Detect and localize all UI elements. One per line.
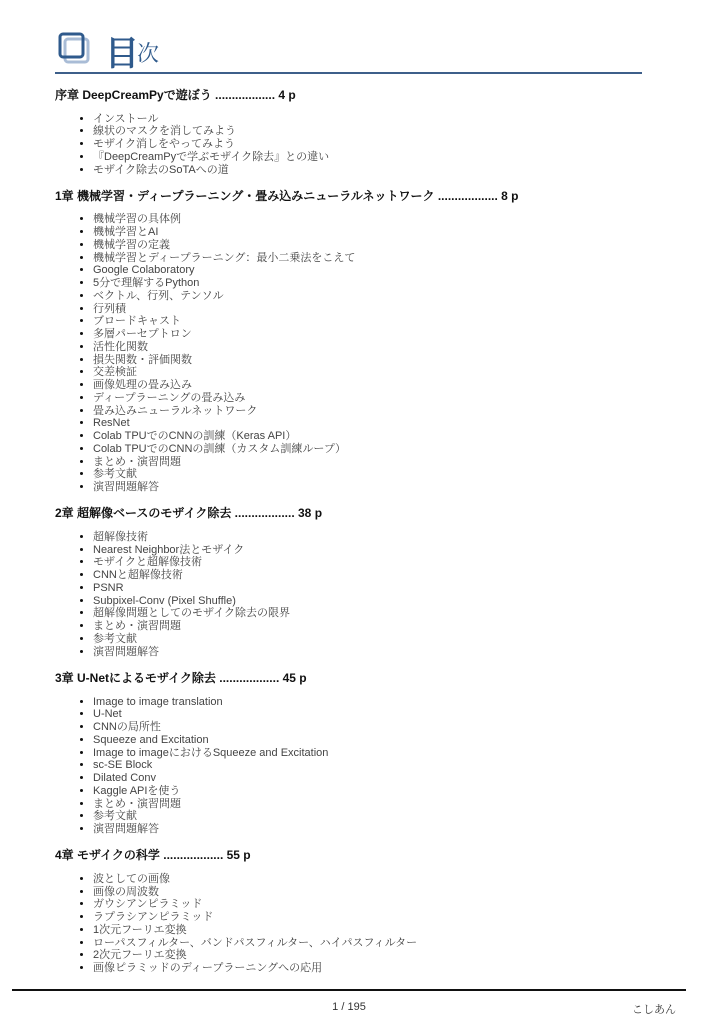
list-item: • 『DeepCreamPyで学ぶモザイク除去』との違い <box>93 151 655 164</box>
list-item: • 超解像問題としてのモザイク除去の限界 <box>93 607 655 620</box>
toc-section <box>55 189 655 494</box>
list-item: • 行列積 <box>93 303 655 316</box>
list-item: • 演習問題解答 <box>93 823 655 836</box>
chapter-heading[interactable]: 3章 U-Netによるモザイク除去 .................. 45 p <box>55 671 307 686</box>
list-item: • U-Net <box>93 708 655 721</box>
list-item: • Image to imageにおけるSqueeze and Excitation <box>93 747 655 760</box>
list-item: • 画像の周波数 <box>93 886 655 899</box>
table-of-contents <box>55 88 655 987</box>
list-item: • まとめ・演習問題 <box>93 456 655 469</box>
list-item: • ガウシアンピラミッド <box>93 898 655 911</box>
list-item: • Squeeze and Excitation <box>93 734 655 747</box>
chapter-topic-list <box>55 696 655 836</box>
list-item: • 1次元フーリエ変換 <box>93 924 655 937</box>
list-item: • 損失関数・評価関数 <box>93 354 655 367</box>
author-name: こしあん <box>632 1004 676 1016</box>
toc-section <box>55 671 655 836</box>
list-item: • 多層パーセプトロン <box>93 328 655 341</box>
list-item: • 機械学習とAI <box>93 226 655 239</box>
toc-logo-icon <box>58 32 90 64</box>
list-item: • 演習問題解答 <box>93 481 655 494</box>
list-item: • 活性化関数 <box>93 341 655 354</box>
list-item: • 畳み込みニューラルネットワーク <box>93 405 655 418</box>
list-item: • 2次元フーリエ変換 <box>93 949 655 962</box>
footer-divider <box>12 989 686 991</box>
chapter-topic-list <box>55 873 655 975</box>
list-item: • 参考文献 <box>93 810 655 823</box>
list-item: • Colab TPUでのCNNの訓練（Keras API） <box>93 430 655 443</box>
list-item: • ResNet <box>93 417 655 430</box>
list-item: • Google Colaboratory <box>93 264 655 277</box>
list-item: • 波としての画像 <box>93 873 655 886</box>
list-item: • インストール <box>93 113 655 126</box>
list-item: • まとめ・演習問題 <box>93 798 655 811</box>
chapter-topic-list <box>55 531 655 659</box>
chapter-topic-list <box>55 213 655 494</box>
list-item: • 機械学習の定義 <box>93 239 655 252</box>
list-item: • 交差検証 <box>93 366 655 379</box>
chapter-heading[interactable]: 序章 DeepCreamPyで遊ぼう .................. 4 p <box>55 88 296 102</box>
chapter-heading[interactable]: 1章 機械学習・ディープラーニング・畳み込みニューラルネットワーク .................. 8 p <box>55 188 519 203</box>
toc-section <box>55 506 655 658</box>
list-item: • Nearest Neighbor法とモザイク <box>93 544 655 557</box>
list-item: • ローパスフィルター、バンドパスフィルター、ハイパスフィルター <box>93 937 655 950</box>
list-item: • Image to image translation <box>93 696 655 709</box>
list-item: • 演習問題解答 <box>93 646 655 659</box>
list-item: • sc-SE Block <box>93 759 655 772</box>
list-item: • 超解像技術 <box>93 531 655 544</box>
toc-header <box>55 28 642 74</box>
list-item: • 5分で理解するPython <box>93 277 655 290</box>
list-item: • CNNの局所性 <box>93 721 655 734</box>
list-item: • モザイクと超解像技術 <box>93 556 655 569</box>
list-item: • 画像処理の畳み込み <box>93 379 655 392</box>
list-item: • 機械学習とディープラーニング：最小二乗法をこえて <box>93 252 655 265</box>
list-item: • 線状のマスクを消してみよう <box>93 125 655 138</box>
list-item: • 画像ピラミッドのディープラーニングへの応用 <box>93 962 655 975</box>
page-title-sub: 次 <box>137 41 160 66</box>
toc-section <box>55 88 655 176</box>
chapter-topic-list <box>55 113 655 177</box>
list-item: • 参考文献 <box>93 633 655 646</box>
list-item: • モザイク除去のSoTAへの道 <box>93 164 655 177</box>
chapter-heading[interactable]: 2章 超解像ベースのモザイク除去 .................. 38 p <box>55 506 323 521</box>
page-title-main: 目 <box>105 35 139 73</box>
list-item: • ブロードキャスト <box>93 315 655 328</box>
list-item: • モザイク消しをやってみよう <box>93 138 655 151</box>
list-item: • PSNR <box>93 582 655 595</box>
page-number: 1 / 195 <box>332 1001 366 1013</box>
list-item: • ディープラーニングの畳み込み <box>93 392 655 405</box>
list-item: • Kaggle APIを使う <box>93 785 655 798</box>
chapter-heading[interactable]: 4章 モザイクの科学 .................. 55 p <box>55 848 251 863</box>
list-item: • Colab TPUでのCNNの訓練（カスタム訓練ループ） <box>93 443 655 456</box>
list-item: • ベクトル、行列、テンソル <box>93 290 655 303</box>
list-item: • CNNと超解像技術 <box>93 569 655 582</box>
list-item: • 機械学習の具体例 <box>93 213 655 226</box>
list-item: • ラプラシアンピラミッド <box>93 911 655 924</box>
list-item: • Dilated Conv <box>93 772 655 785</box>
toc-section <box>55 848 655 975</box>
list-item: • まとめ・演習問題 <box>93 620 655 633</box>
list-item: • 参考文献 <box>93 468 655 481</box>
list-item: • Subpixel-Conv (Pixel Shuffle) <box>93 595 655 608</box>
